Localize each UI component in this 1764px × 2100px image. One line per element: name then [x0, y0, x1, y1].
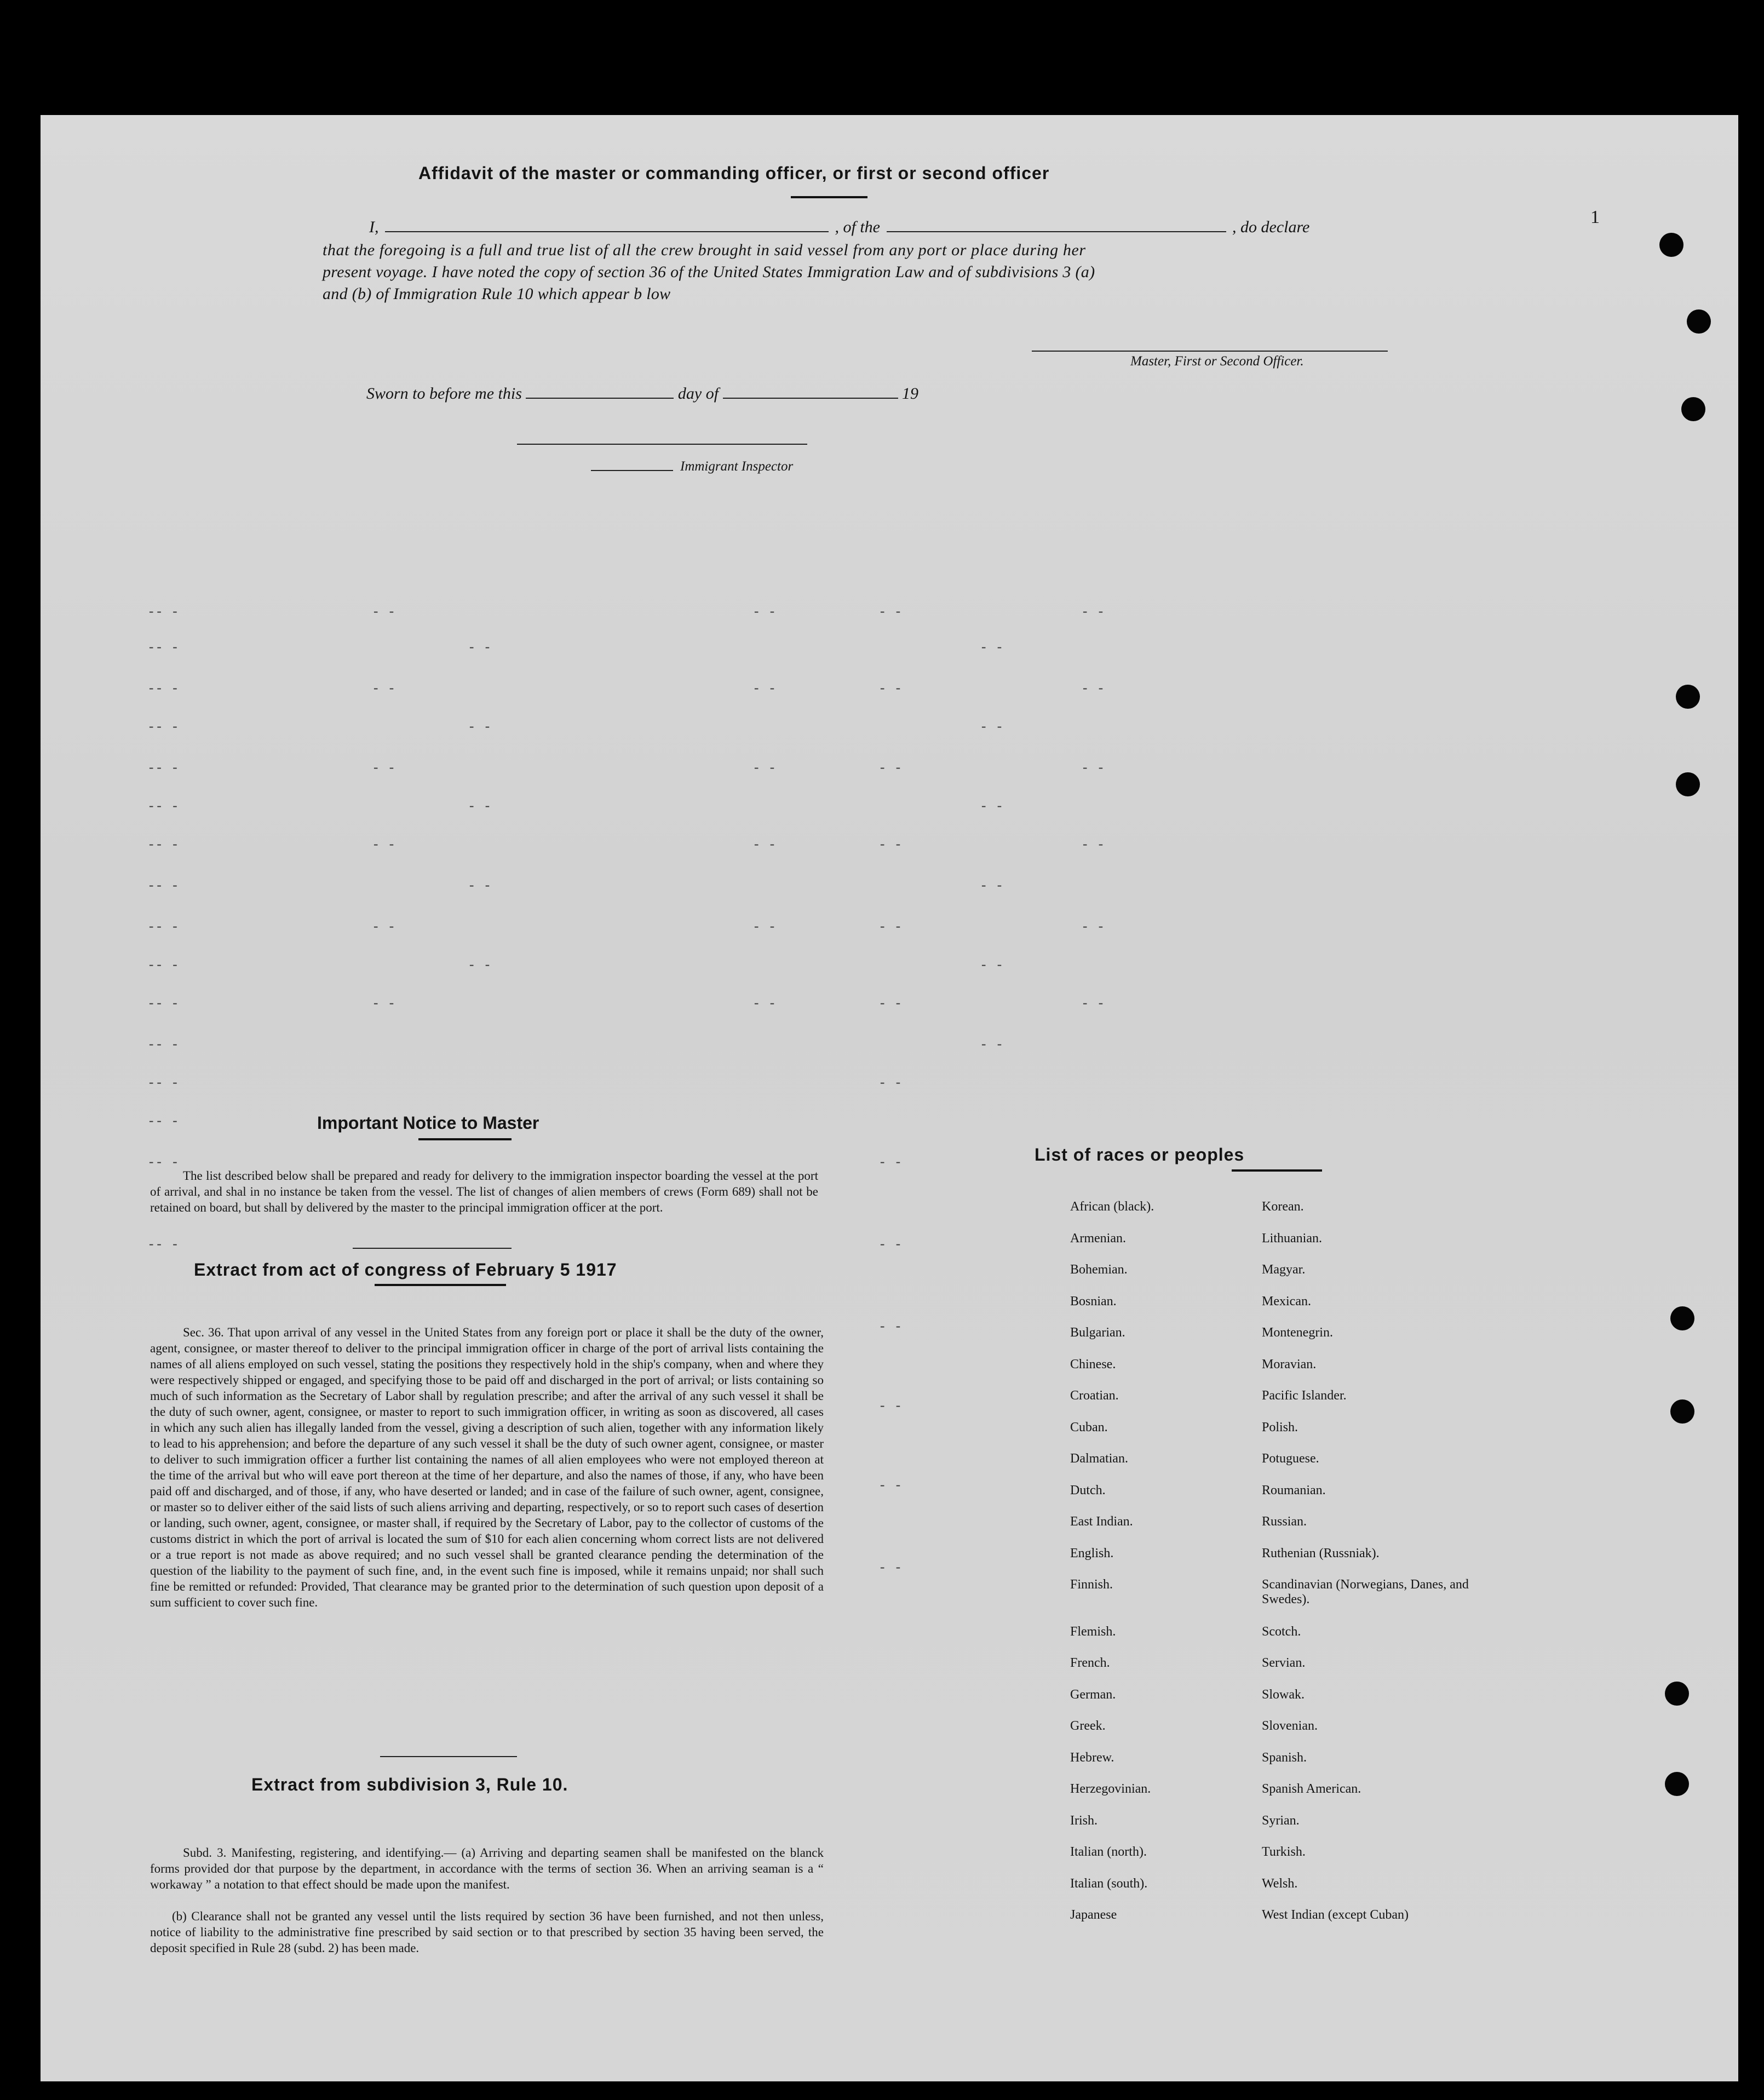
races-underline — [1232, 1169, 1322, 1172]
race-item: German. — [1070, 1687, 1116, 1702]
day-of-label: day of — [677, 385, 719, 403]
sworn-label: Sworn to before me this — [366, 385, 522, 403]
binder-hole — [1687, 309, 1711, 334]
race-item: Greek. — [1070, 1719, 1106, 1733]
race-item: Ruthenian (Russniak). — [1262, 1546, 1380, 1560]
race-item: Moravian. — [1262, 1357, 1317, 1372]
binder-hole — [1670, 1306, 1694, 1330]
binder-hole — [1676, 685, 1700, 709]
ditto-mark: - - — [372, 920, 396, 935]
race-item: Montenegrin. — [1262, 1326, 1333, 1340]
binder-hole — [1681, 397, 1705, 421]
ditto-mark: - - — [878, 761, 903, 776]
ditto-mark: - - — [752, 761, 777, 776]
race-item: Russian. — [1262, 1514, 1307, 1529]
title-underline — [791, 196, 867, 198]
ditto-mark: -- - — [147, 1115, 179, 1129]
ditto-mark: - - — [468, 641, 492, 656]
ditto-mark: - - — [468, 800, 492, 814]
race-item: Slowak. — [1262, 1687, 1305, 1702]
sworn-day-field[interactable] — [526, 398, 674, 399]
notice-title: Important Notice to Master — [317, 1113, 539, 1133]
race-item: Potuguese. — [1262, 1451, 1319, 1466]
race-item: Bulgarian. — [1070, 1326, 1125, 1340]
ditto-mark: - - — [1081, 605, 1105, 620]
ditto-mark: -- - — [147, 761, 179, 776]
ditto-mark: - - — [1081, 682, 1105, 697]
affidavit-title: Affidavit of the master or commanding officer, or first or second officer — [418, 163, 1050, 183]
ditto-mark: -- - — [147, 720, 179, 735]
race-item: Japanese — [1070, 1908, 1117, 1922]
year-label: 19 — [902, 385, 919, 403]
ditto-mark: - - — [878, 1399, 903, 1414]
ditto-mark: - - — [878, 1238, 903, 1253]
binder-hole — [1676, 772, 1700, 796]
act-underline — [375, 1284, 506, 1286]
master-signature-line[interactable] — [1032, 351, 1388, 352]
declarant-label: I, — [369, 218, 379, 236]
affidavit-line-3: present voyage. I have noted the copy of section 36 of the United States Immigration Law and of subdivisions 3 (a) — [323, 263, 1095, 281]
ditto-mark: - - — [980, 641, 1004, 656]
race-item: Cuban. — [1070, 1420, 1108, 1435]
ditto-mark: -- - — [147, 1038, 179, 1053]
race-item: English. — [1070, 1546, 1114, 1560]
binder-hole — [1665, 1772, 1689, 1796]
ditto-mark: - - — [372, 761, 396, 776]
ditto-mark: - - — [878, 682, 903, 697]
sworn-month-field[interactable] — [723, 398, 898, 399]
vessel-label: , of the — [835, 218, 880, 236]
race-item: Welsh. — [1262, 1876, 1298, 1891]
ditto-mark: -- - — [147, 682, 179, 697]
race-item: Magyar. — [1262, 1263, 1306, 1277]
ditto-mark: - - — [878, 605, 903, 620]
ditto-mark: -- - — [147, 879, 179, 894]
race-item: French. — [1070, 1656, 1110, 1670]
inspector-short-line — [591, 470, 673, 471]
ditto-mark: -- - — [147, 959, 179, 973]
ditto-mark: - - — [980, 1038, 1004, 1053]
ditto-mark: - - — [980, 879, 1004, 894]
inspector-label: Immigrant Inspector — [680, 459, 794, 474]
declarant-name-field[interactable] — [385, 231, 829, 232]
race-item: Chinese. — [1070, 1357, 1116, 1372]
ditto-mark: - - — [752, 605, 777, 620]
race-item: Scotch. — [1262, 1624, 1301, 1639]
race-item: Irish. — [1070, 1813, 1098, 1828]
binder-hole — [1665, 1682, 1689, 1706]
race-item: Servian. — [1262, 1656, 1306, 1670]
ditto-mark: - - — [752, 838, 777, 853]
ditto-mark: - - — [752, 920, 777, 935]
race-item: Spanish American. — [1262, 1782, 1361, 1796]
sworn-line — [366, 385, 918, 403]
affidavit-line-4: and (b) of Immigration Rule 10 which appear b low — [323, 285, 671, 303]
ditto-mark: - - — [1081, 838, 1105, 853]
ditto-mark: -- - — [147, 838, 179, 853]
ditto-mark: - - — [752, 682, 777, 697]
ditto-mark: - - — [1081, 920, 1105, 935]
ditto-mark: - - — [1081, 761, 1105, 776]
ditto-mark: - - — [468, 959, 492, 973]
race-item: Armenian. — [1070, 1231, 1126, 1246]
ditto-mark: - - — [878, 1479, 903, 1494]
race-item: Herzegovinian. — [1070, 1782, 1151, 1796]
ditto-mark: - - — [372, 997, 396, 1012]
notice-text: The list described below shall be prepared and ready for delivery to the immigration inspector boarding the vessel at the port of arrival, and shal in no instance be taken from the vessel. The list of changes of alien members of crews (Form 689) shall not be retained on board, but shall by delivered by the master to the principal immigration officer at the port. — [150, 1169, 818, 1214]
ditto-mark: -- - — [147, 1076, 179, 1091]
rule-text-a: Subd. 3. Manifesting, registering, and identifying.— (a) Arriving and departing seamen shall be manifested on the blanck forms provided dor that purpose by the department, in accordance with the terms of section 36. When an arriving seaman is a “ workaway ” a notation to that effect should be made upon the manifest. — [150, 1846, 824, 1891]
binder-hole — [1670, 1399, 1694, 1424]
race-item: Italian (south). — [1070, 1876, 1148, 1891]
ditto-mark: - - — [878, 997, 903, 1012]
ditto-mark: - - — [468, 879, 492, 894]
race-item: Bosnian. — [1070, 1294, 1117, 1309]
race-item: Turkish. — [1262, 1845, 1306, 1859]
race-item: Croatian. — [1070, 1388, 1119, 1403]
ditto-mark: -- - — [147, 997, 179, 1012]
race-item: Syrian. — [1262, 1813, 1300, 1828]
race-item: Bohemian. — [1070, 1263, 1128, 1277]
affidavit-line-1 — [369, 218, 1432, 237]
ditto-mark: - - — [372, 838, 396, 853]
race-item: Italian (north). — [1070, 1845, 1147, 1859]
binder-hole — [1659, 233, 1683, 257]
margin-mark: 1 — [1590, 207, 1600, 227]
race-item: Finnish. — [1070, 1577, 1113, 1592]
declare-label: , do declare — [1232, 218, 1310, 236]
race-item: Polish. — [1262, 1420, 1298, 1435]
ditto-mark: - - — [878, 1561, 903, 1576]
separator — [353, 1248, 512, 1249]
race-item: Scandinavian (Norwegians, Danes, and Swedes). — [1262, 1577, 1469, 1606]
ditto-mark: - - — [752, 997, 777, 1012]
race-item: Slovenian. — [1262, 1719, 1318, 1733]
ditto-mark: - - — [980, 959, 1004, 973]
ditto-mark: - - — [980, 720, 1004, 735]
ditto-mark: - - — [878, 838, 903, 853]
ditto-mark: - - — [878, 920, 903, 935]
ditto-mark: - - — [878, 1320, 903, 1335]
affidavit-line-2: that the foregoing is a full and true list of all the crew brought in said vessel from any port or place during her — [323, 241, 1086, 259]
ditto-mark: - - — [372, 682, 396, 697]
form-sheet — [41, 115, 1738, 2081]
ditto-mark: - - — [1081, 997, 1105, 1012]
ditto-mark: - - — [878, 1156, 903, 1171]
race-item: Flemish. — [1070, 1624, 1116, 1639]
race-item: Hebrew. — [1070, 1750, 1114, 1765]
ditto-mark: -- - — [147, 800, 179, 814]
race-item: Dalmatian. — [1070, 1451, 1128, 1466]
inspector-signature-line[interactable] — [517, 444, 807, 445]
ditto-mark: - - — [372, 605, 396, 620]
races-title: List of races or peoples — [1035, 1145, 1245, 1164]
ditto-mark: -- - — [147, 641, 179, 656]
race-item: Spanish. — [1262, 1750, 1307, 1765]
rule-text-b: (b) Clearance shall not be granted any vessel until the lists required by section 36 have been furnished, and not then unless, notice of liability to the administrative fine prescribed by said section or to that prescribed by section 35 having been served, the deposit specified in Rule 28 (subd. 2) has been made. — [150, 1909, 824, 1955]
race-item: East Indian. — [1070, 1514, 1133, 1529]
act-text: Sec. 36. That upon arrival of any vessel in the United States from any foreign port or place it shall be the duty of the owner, agent, consignee, or master thereof to deliver to the principal immigration officer in charge of the port of arrival lists containing the names of all aliens employed on such vessel, stating the positions they respectively hold in the ship's company, when and where they were respectively shipped or engaged, and specifying those to be paid off and discharged in the port of arrival; or lists containing so much of such information as the Secretary of Labor shall by regulation prescribe; and after the arrival of any such vessel it shall be the duty of such owner, agent, consignee, or master to report to such immigration officer, in writing as soon as discovered, all cases in which any such alien has illegally landed from the vessel, giving a description of such alien, together with any information likely to lead to his apprehension; and before the departure of any such vessel it shall be the duty of such owner agent, consignee, or master to deliver to such immigration officer a further list containing the names of all alien employees who were not employed thereon at the time of the arrival but who will eave port thereon at the time of her departure, and also the names of those, if any, who have been paid off and discharged, and of those, if any, who have deserted or landed; and in case of the failure of such owner, agent, consignee, or master so to deliver either of the said lists of such aliens arriving and departing, respectively, or so to report such cases of desertion or landing, such owner, agent, consignee, or master shall, if required by the Secretary of Labor, pay to the collector of customs of the customs district in which the port of arrival is located the sum of $10 for each alien concerning whom correct lists are not delivered or a true report is not made as above required; and no such vessel shall be granted clearance pending the determination of the question of the liability to the payment of such fine, and, in the event such fine is imposed, while it remains unpaid; nor shall such fine be remitted or refunded: Provided, That clearance may be granted prior to the determination of such question upon deposit of a sum sufficient to cover such fine. — [150, 1326, 824, 1609]
race-item: West Indian (except Cuban) — [1262, 1908, 1409, 1922]
act-title: Extract from act of congress of February 5 1917 — [194, 1260, 617, 1279]
separator — [380, 1756, 517, 1757]
ditto-mark: - - — [878, 1076, 903, 1091]
ditto-mark: -- - — [147, 920, 179, 935]
ditto-mark: - - — [980, 800, 1004, 814]
race-item: African (black). — [1070, 1200, 1154, 1214]
notice-underline — [418, 1138, 512, 1140]
ditto-mark: -- - — [147, 1156, 179, 1171]
race-item: Korean. — [1262, 1200, 1304, 1214]
race-item: Pacific Islander. — [1262, 1388, 1347, 1403]
race-item: Lithuanian. — [1262, 1231, 1322, 1246]
rule-title: Extract from subdivision 3, Rule 10. — [251, 1775, 568, 1794]
ditto-mark: - - — [468, 720, 492, 735]
race-item: Mexican. — [1262, 1294, 1311, 1309]
master-signature-label: Master, First or Second Officer. — [1130, 354, 1304, 369]
vessel-name-field[interactable] — [887, 231, 1226, 232]
ditto-mark: -- - — [147, 605, 179, 620]
race-item: Dutch. — [1070, 1483, 1106, 1497]
race-item: Roumanian. — [1262, 1483, 1326, 1497]
ditto-mark: -- - — [147, 1238, 179, 1253]
